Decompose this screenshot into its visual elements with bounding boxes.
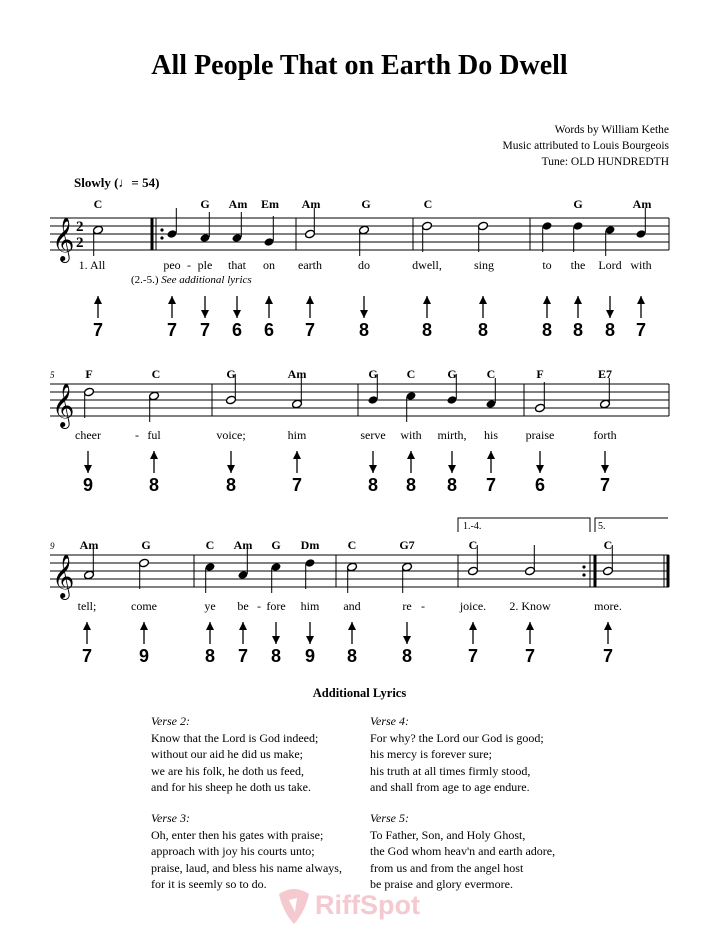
chord-symbol: C [423,197,433,211]
lyric-syllable: do [358,258,370,272]
harmonica-hole: 9 [138,646,150,666]
draw-arrow-icon [601,451,609,473]
lyric-syllable: dwell, [412,258,442,272]
draw-arrow-icon [84,451,92,473]
ending-2-label: 5. [598,521,606,532]
chord-symbol: Am [301,197,321,211]
lyric-syllable: serve [360,428,386,442]
lyric-syllable: joice. [459,599,487,613]
blow-arrow-icon [83,622,91,644]
blow-arrow-icon [293,451,301,473]
harmonica-hole: 8 [367,475,379,495]
chord-symbol: Am [632,197,652,211]
harmonica-hole: 8 [572,320,584,340]
chord-symbol: G [368,367,378,381]
chord-symbol: Am [79,538,99,552]
blow-arrow-icon [150,451,158,473]
verse-line: for it is seemly so to do. [151,877,267,891]
logo-text: RiffSpot [315,890,420,920]
verse-line: Oh, enter then his gates with praise; [151,827,324,842]
harmonica-hole: 8 [446,475,458,495]
lyric-syllable: - [421,599,425,613]
chord-symbol: C [486,367,496,381]
harmonica-hole: 7 [485,475,497,495]
blow-arrow-icon [637,296,645,318]
harmonica-hole: 6 [231,320,243,340]
harmonica-hole: 8 [401,646,413,666]
chord-symbol: C [603,538,613,552]
svg-text:𝄞: 𝄞 [52,219,75,261]
verse-line: without our aid he did us make; [151,747,303,761]
blow-arrow-icon [526,622,534,644]
lyric-syllable: ful [147,428,161,442]
song-title: All People That on Earth Do Dwell [151,50,568,81]
lyric-syllable: ple [197,258,213,272]
verse-line: praise, laud, and bless his name always, [151,860,342,875]
verse-line: his mercy is forever sure; [370,747,492,761]
draw-arrow-icon [233,296,241,318]
lyric-syllable: - [257,599,261,613]
draw-arrow-icon [201,296,209,318]
harmonica-hole: 7 [467,646,479,666]
harmonica-hole: 7 [237,646,249,666]
guitar-pick-icon [275,886,313,926]
chord-symbol: G [573,197,583,211]
chord-symbol: G [141,538,151,552]
harmonica-hole: 7 [92,320,104,340]
blow-arrow-icon [469,622,477,644]
verse-4-label: Verse 4: [370,714,409,728]
lyric-syllable: come [131,599,157,613]
riffspot-logo [275,886,455,926]
note-text: See additional lyrics [161,274,252,286]
lyric-syllable: - [187,258,191,272]
harmonica-hole: 8 [541,320,553,340]
blow-arrow-icon [94,296,102,318]
harmonica-hole: 8 [346,646,358,666]
blow-arrow-icon [604,622,612,644]
verse-5-label: Verse 5: [370,811,409,825]
credit-words: Words by William Kethe [554,124,669,136]
harmonica-hole: 6 [263,320,275,340]
harmonica-hole: 8 [421,320,433,340]
lyric-syllable: earth [298,258,322,272]
chord-symbol: Em [261,197,279,211]
lyric-syllable: sing [473,258,495,272]
draw-arrow-icon [536,451,544,473]
chord-symbol: G [271,538,281,552]
blow-arrow-icon [306,296,314,318]
draw-arrow-icon [227,451,235,473]
lyric-syllable: fore [266,599,286,613]
lyric-syllable: to [542,258,552,272]
verse-line: and shall from age to age endure. [370,780,530,794]
harmonica-hole: 8 [270,646,282,666]
lyric-syllable: praise [525,428,555,442]
lyric-syllable: ye [204,599,216,613]
lyric-syllable: with [400,428,422,442]
lyric-syllable: and [343,599,361,613]
lyric-syllable: Lord [598,258,622,272]
chord-symbol: C [205,538,215,552]
lyric-syllable: mirth, [437,428,467,442]
lyric-syllable: that [228,258,246,272]
chord-symbol: Dm [300,538,320,552]
verse-line: be praise and glory evermore. [370,877,513,891]
treble-clef-icon [52,218,74,600]
lyric-syllable: cheer [75,428,101,442]
blow-arrow-icon [543,296,551,318]
chord-symbol: Am [228,197,248,211]
harmonica-hole: 7 [524,646,536,666]
verse-line: his truth at all times firmly stood, [370,763,531,778]
blow-arrow-icon [348,622,356,644]
harmonica-hole: 7 [602,646,614,666]
chord-symbol: F [85,367,93,381]
chord-symbol: G [226,367,236,381]
verse-3-label: Verse 3: [151,811,190,825]
chord-symbol: G7 [399,538,415,552]
verse-line: the God whom heav'n and earth adore, [370,844,556,858]
svg-text:𝄞: 𝄞 [52,385,75,427]
harmonica-hole: 6 [534,475,546,495]
lyric-syllable: re [402,599,412,613]
ending-brackets [458,518,668,532]
credit-tune: Tune: OLD HUNDREDTH [541,156,669,168]
chord-symbol: C [93,197,103,211]
note-verses: (2.-5.) [131,274,159,286]
lyric-syllable: on [263,258,275,272]
harmonica-hole: 8 [405,475,417,495]
draw-arrow-icon [369,451,377,473]
harmonica-hole: 8 [477,320,489,340]
chord-symbol: G [361,197,371,211]
verse-3-block [151,810,342,893]
lyric-syllable: tell; [77,599,97,613]
svg-text:𝄞: 𝄞 [52,556,75,598]
verse-2-block [151,713,318,796]
chord-symbol: C [406,367,416,381]
svg-text:2: 2 [76,235,84,251]
blow-arrow-icon [487,451,495,473]
lyric-syllable: his [483,428,499,442]
lyric-syllable: 2. Know [509,599,551,613]
verse-line: Know that the Lord is God indeed; [151,730,319,745]
harmonica-hole: 7 [599,475,611,495]
harmonica-hole: 7 [81,646,93,666]
draw-arrow-icon [360,296,368,318]
harmonica-hole: 7 [199,320,211,340]
lyric-syllable: more. [594,599,622,613]
lyric-syllable: forth [593,428,617,442]
blow-arrow-icon [265,296,273,318]
verse-5-block [370,810,555,893]
blow-arrow-icon [423,296,431,318]
lyric-syllable: be [237,599,249,613]
verse-2-label: Verse 2: [151,714,190,728]
chord-symbol: C [468,538,478,552]
measure-number-5: 5 [50,370,55,380]
chord-symbol: Am [287,367,307,381]
lyric-syllable: peo [163,258,181,272]
chord-symbol: E7 [597,367,613,381]
verse-4-block [370,713,544,796]
chord-symbol: G [200,197,210,211]
chord-symbol: C [151,367,161,381]
verse-line: To Father, Son, and Holy Ghost, [370,827,526,842]
blow-arrow-icon [168,296,176,318]
verse-line: we are his folk, he doth us feed, [151,763,304,778]
harmonica-hole: 7 [166,320,178,340]
lyric-syllable: the [570,258,586,272]
blow-arrow-icon [574,296,582,318]
staff-line-2 [50,384,669,416]
blow-arrow-icon [140,622,148,644]
draw-arrow-icon [448,451,456,473]
blow-arrow-icon [206,622,214,644]
lyric-syllable: - [135,428,139,442]
lyric-syllable: him [287,428,307,442]
lyric-syllable: him [300,599,320,613]
chord-symbol: Am [233,538,253,552]
svg-text:2: 2 [76,219,84,235]
lyric-syllable: voice; [216,428,246,442]
verse-line: from us and from the angel host [370,860,524,875]
harmonica-hole: 7 [635,320,647,340]
credit-music: Music attributed to Louis Bourgeois [502,140,669,152]
draw-arrow-icon [306,622,314,644]
harmonica-hole: 8 [604,320,616,340]
additional-lyrics-heading: Additional Lyrics [312,686,407,700]
harmonica-hole: 8 [225,475,237,495]
verse-line: approach with joy his courts unto; [151,844,315,858]
chord-symbol: C [347,538,357,552]
blow-arrow-icon [479,296,487,318]
draw-arrow-icon [272,622,280,644]
time-signature [76,219,84,251]
chord-symbol: F [536,367,544,381]
verse-line: and for his sheep he doth us take. [151,780,311,794]
harmonica-hole: 8 [204,646,216,666]
blow-arrow-icon [239,622,247,644]
harmonica-hole: 8 [148,475,160,495]
harmonica-hole: 8 [358,320,370,340]
measure-number-9: 9 [50,541,55,551]
draw-arrow-icon [403,622,411,644]
harmonica-hole: 7 [291,475,303,495]
verse-line: For why? the Lord our God is good; [370,730,544,745]
lyric-syllable: with [630,258,652,272]
harmonica-hole: 9 [82,475,94,495]
ending-1-label: 1.-4. [463,521,482,532]
tempo-label: Slowly [74,175,111,190]
blow-arrow-icon [407,451,415,473]
tempo-bpm: (♩= 54) [114,175,160,190]
chord-symbol: G [447,367,457,381]
harmonica-hole: 7 [304,320,316,340]
draw-arrow-icon [606,296,614,318]
lyric-syllable: 1. All [78,258,106,272]
harmonica-hole: 9 [304,646,316,666]
